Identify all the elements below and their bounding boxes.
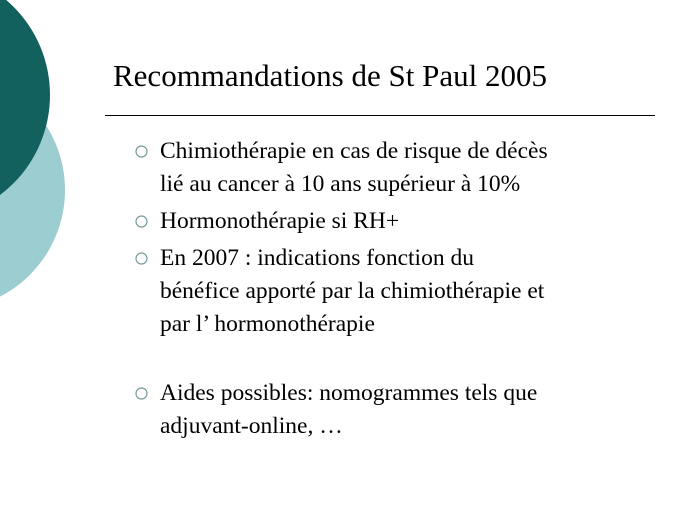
bullet-text-line: Hormonothérapie si RH+: [160, 208, 400, 234]
bullet-text-line: Aides possibles: nomogrammes tels que: [160, 380, 538, 406]
circle-bullet-icon: [135, 387, 148, 400]
bullet-text-line: par l’ hormonothérapie: [160, 311, 375, 337]
decorative-circles: [0, 0, 120, 300]
bullet-text-line: Chimiothérapie en cas de risque de décès: [160, 138, 548, 164]
slide-title: Recommandations de St Paul 2005: [113, 58, 547, 93]
circle-bullet-icon: [135, 145, 148, 158]
bullet-list: [135, 135, 655, 447]
bullet-item: [135, 377, 655, 443]
circle-bullet-icon: [135, 215, 148, 228]
bullet-item: [135, 242, 655, 341]
circle-bullet-icon: [135, 252, 148, 265]
bullet-text-line: bénéfice apporté par la chimiothérapie et: [160, 278, 545, 304]
title-divider: [105, 115, 655, 116]
bullet-text-line: lié au cancer à 10 ans supérieur à 10%: [160, 171, 521, 197]
bullet-text-line: En 2007 : indications fonction du: [160, 245, 474, 271]
bullet-text-line: adjuvant-online, …: [160, 413, 343, 439]
bullet-item: [135, 205, 655, 238]
bullet-item: [135, 135, 655, 201]
